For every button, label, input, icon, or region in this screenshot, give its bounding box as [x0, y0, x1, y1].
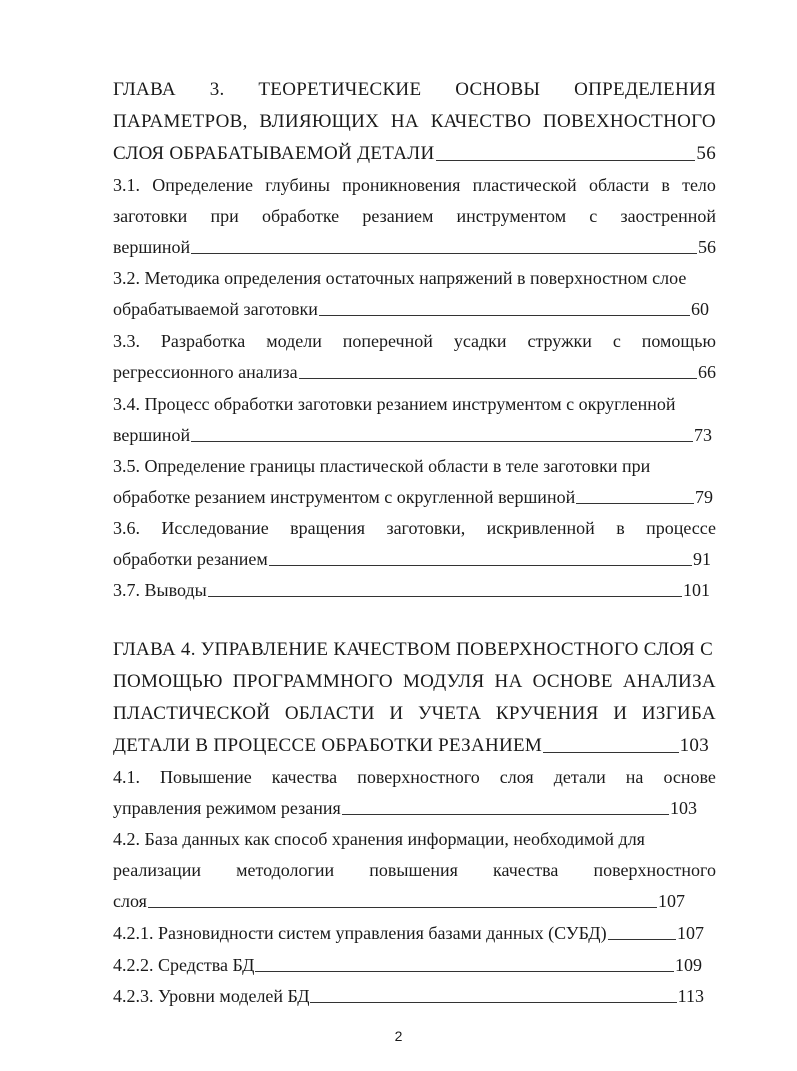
- chapter3-heading-line2: [113, 112, 716, 132]
- page-ref: 56: [696, 143, 716, 164]
- leader-line: [608, 939, 676, 940]
- word: резанием: [362, 206, 434, 226]
- word: 3.3.: [113, 331, 140, 351]
- word: И: [613, 703, 628, 724]
- word: тело: [682, 175, 716, 195]
- word: ГЛАВА: [113, 79, 176, 100]
- word: при: [210, 206, 239, 226]
- toc-entry-3-7[interactable]: [113, 580, 710, 600]
- leader-line: [319, 315, 690, 316]
- word: ТЕОРЕТИЧЕСКИЕ: [258, 79, 422, 100]
- word: ПАРАМЕТРОВ,: [113, 111, 248, 132]
- leader-line: [436, 160, 696, 161]
- toc-entry-chapter3[interactable]: [113, 144, 716, 164]
- toc-entry-3-1-line1: [113, 175, 716, 195]
- word: ПОМОЩЬЮ: [113, 671, 223, 692]
- word: НА: [494, 671, 523, 692]
- toc-entry-4-2-1[interactable]: [113, 923, 704, 943]
- toc-entry-text: обработки резанием: [113, 549, 268, 569]
- word: ПОВЕХНОСТНОГО: [542, 111, 716, 132]
- toc-entry-4-1-line1: [113, 767, 716, 787]
- toc-entry-text: 3.7. Выводы: [113, 580, 207, 600]
- word: И: [389, 703, 404, 724]
- leader-line: [148, 907, 657, 908]
- word: с: [612, 331, 621, 351]
- page-ref: 56: [698, 237, 716, 257]
- word: области: [588, 175, 650, 195]
- toc-entry-3-5-line1: 3.5. Определение границы пластической области в теле заготовки при: [113, 456, 651, 476]
- word: Разработка: [160, 331, 246, 351]
- word: помощью: [641, 331, 716, 351]
- word: повышения: [369, 860, 458, 880]
- page-ref: 101: [683, 580, 710, 600]
- toc-entry-3-6-line1: [113, 518, 716, 538]
- word: МОДУЛЯ: [402, 671, 485, 692]
- leader-line: [576, 503, 694, 504]
- word: АНАЛИЗА: [622, 671, 716, 692]
- word: 4.1.: [113, 767, 140, 787]
- word: 3.1.: [113, 175, 140, 195]
- word: усадки: [453, 331, 507, 351]
- toc-entry-3-5[interactable]: [113, 487, 713, 507]
- toc-entry-3-1[interactable]: [113, 237, 716, 257]
- page-ref: 73: [694, 425, 712, 445]
- toc-entry-4-2-3[interactable]: [113, 986, 704, 1006]
- word: реализации: [113, 860, 201, 880]
- toc-entry-text: 4.2.2. Средства БД: [113, 955, 255, 975]
- page-ref: 113: [677, 986, 704, 1006]
- page-ref: 103: [679, 735, 709, 756]
- toc-entry-3-1-line2: [113, 206, 716, 226]
- leader-line: [208, 596, 682, 597]
- word: ОСНОВЕ: [532, 671, 613, 692]
- chapter4-heading-line2: [113, 672, 716, 692]
- word: искривленной: [486, 518, 595, 538]
- word: методологии: [236, 860, 335, 880]
- toc-entry-text: управления режимом резания: [113, 798, 341, 818]
- toc-entry-text: регрессионного анализа: [113, 362, 298, 382]
- word: модели: [266, 331, 322, 351]
- word: на: [625, 767, 644, 787]
- word: качества: [271, 767, 338, 787]
- page-ref: 109: [675, 955, 702, 975]
- word: ОСНОВЫ: [455, 79, 541, 100]
- word: детали: [553, 767, 606, 787]
- word: КРУЧЕНИЯ: [495, 703, 599, 724]
- leader-line: [269, 565, 692, 566]
- word: ВЛИЯЮЩИХ: [259, 111, 380, 132]
- word: слоя: [499, 767, 534, 787]
- word: вращения: [290, 518, 366, 538]
- toc-entry-3-4[interactable]: [113, 425, 712, 445]
- toc-entry-4-1[interactable]: [113, 798, 697, 818]
- word: заготовки: [113, 206, 188, 226]
- chapter4-heading-line3: [113, 704, 716, 724]
- chapter3-heading-line3: СЛОЯ ОБРАБАТЫВАЕМОЙ ДЕТАЛИ: [113, 143, 435, 164]
- toc-entry-3-6[interactable]: [113, 549, 711, 569]
- word: 3.: [209, 79, 225, 100]
- leader-line: [191, 253, 697, 254]
- toc-entry-text: обрабатываемой заготовки: [113, 299, 318, 319]
- word: 3.6.: [113, 518, 140, 538]
- page-ref: 91: [693, 549, 711, 569]
- toc-entry-text: вершиной: [113, 237, 191, 257]
- page-ref: 103: [670, 798, 697, 818]
- page-ref: 60: [691, 299, 709, 319]
- toc-entry-4-2-2[interactable]: [113, 955, 702, 975]
- page-ref: 107: [677, 923, 704, 943]
- word: НА: [390, 111, 419, 132]
- toc-entry-chapter4[interactable]: [113, 736, 709, 756]
- toc-entry-4-2-line2: [113, 860, 716, 880]
- word: ОПРЕДЕЛЕНИЯ: [574, 79, 716, 100]
- word: в: [616, 518, 625, 538]
- leader-line: [342, 814, 669, 815]
- word: заостренной: [620, 206, 716, 226]
- word: качества: [492, 860, 559, 880]
- toc-entry-text: 4.2.1. Разновидности систем управления базами данных (СУБД): [113, 923, 607, 943]
- word: ИЗГИБА: [641, 703, 716, 724]
- leader-line: [299, 378, 697, 379]
- word: основе: [663, 767, 716, 787]
- word: инструментом: [456, 206, 567, 226]
- chapter4-heading-line4: ДЕТАЛИ В ПРОЦЕССЕ ОБРАБОТКИ РЕЗАНИЕМ: [113, 735, 543, 756]
- word: поперечной: [342, 331, 433, 351]
- toc-entry-4-2[interactable]: [113, 891, 685, 911]
- word: УЧЕТА: [418, 703, 482, 724]
- chapter4-heading-line1: ГЛАВА 4. УПРАВЛЕНИЕ КАЧЕСТВОМ ПОВЕРХНОСТНОГО СЛОЯ С: [113, 639, 714, 660]
- toc-entry-4-2-line1: 4.2. База данных как способ хранения информации, необходимой для: [113, 829, 645, 849]
- toc-entry-3-4-line1: 3.4. Процесс обработки заготовки резанием инструментом с округленной: [113, 394, 676, 414]
- toc-entry-text: обработке резанием инструментом с округленной вершиной: [113, 487, 576, 507]
- word: ПРОГРАММНОГО: [232, 671, 393, 692]
- word: поверхностного: [593, 860, 716, 880]
- toc-entry-text: слоя: [113, 891, 147, 911]
- word: ПЛАСТИЧЕСКОЙ: [113, 703, 271, 724]
- page-ref: 79: [695, 487, 713, 507]
- leader-line: [310, 1002, 676, 1003]
- word: глубины: [265, 175, 330, 195]
- word: в: [661, 175, 670, 195]
- leader-line: [191, 441, 693, 442]
- toc-entry-text: вершиной: [113, 425, 191, 445]
- word: проникновения: [342, 175, 461, 195]
- word: стружки: [527, 331, 592, 351]
- word: Исследование: [161, 518, 269, 538]
- leader-line: [255, 971, 674, 972]
- leader-line: [543, 752, 678, 753]
- toc-entry-3-3[interactable]: [113, 362, 716, 382]
- word: процессе: [646, 518, 716, 538]
- word: поверхностного: [357, 767, 480, 787]
- toc-entry-3-2-line1: 3.2. Методика определения остаточных напряжений в поверхностном слое: [113, 268, 687, 288]
- toc-entry-3-3-line1: [113, 331, 716, 351]
- word: Определение: [152, 175, 253, 195]
- word: ОБЛАСТИ: [284, 703, 375, 724]
- word: с: [589, 206, 598, 226]
- word: обработке: [261, 206, 340, 226]
- toc-entry-text: 4.2.3. Уровни моделей БД: [113, 986, 310, 1006]
- chapter3-heading-line1: [113, 80, 716, 100]
- page-ref: 107: [658, 891, 685, 911]
- word: Повышение: [160, 767, 252, 787]
- word: КАЧЕСТВО: [430, 111, 532, 132]
- word: пластической: [472, 175, 577, 195]
- word: заготовки,: [386, 518, 466, 538]
- toc-entry-3-2[interactable]: [113, 299, 709, 319]
- page-number: 2: [394, 1028, 403, 1044]
- page-ref: 66: [698, 362, 716, 382]
